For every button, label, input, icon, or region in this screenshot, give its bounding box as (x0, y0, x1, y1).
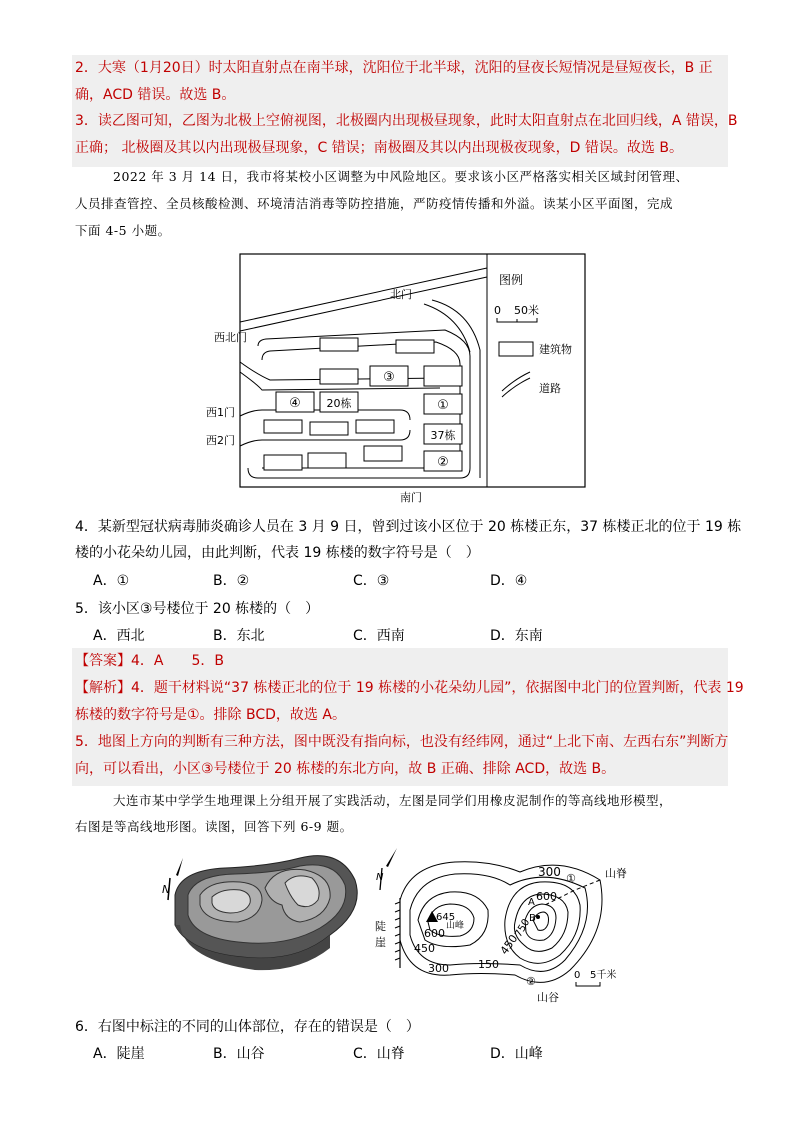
material-text: 2022 年 3 月 14 日，我市将某校小区调整为中风险地区。要求该小区严格落实相关区域封闭管理、 (113, 169, 689, 184)
valley-label: 山谷 (537, 991, 559, 1004)
material-text: 右图是等高线地形图。读图，回答下列 6-9 题。 (75, 819, 353, 834)
analysis-line: 向，可以看出，小区③号楼位于 20 栋楼的东北方向，故 B 正确、排除 ACD，故选 B。 (75, 761, 616, 777)
contour-label: 645 (436, 912, 456, 923)
point-2-label: ② (526, 975, 536, 988)
contour-topographic-map (368, 845, 638, 1005)
legend-building: 建筑物 (539, 343, 572, 356)
question-4-line: 楼的小花朵幼儿园，由此判断，代表 19 栋楼的数字符号是（ ） (75, 545, 480, 561)
analysis-line: 3．读乙图可知，乙图为北极上空俯视图，北极圈内出现极昼现象，此时太阳直射点在北回归线，A 错误，B (75, 113, 738, 129)
legend-road: 道路 (539, 382, 561, 395)
point-b-label: B (529, 913, 536, 924)
point-a-label: A (528, 897, 535, 908)
contour-label: 600 (424, 927, 445, 940)
cliff-label-2: 崖 (375, 936, 386, 949)
contour-label: 300 (538, 865, 561, 879)
q6-option-a[interactable]: A．陡崖 (93, 1046, 145, 1062)
contour-label: 300 (428, 962, 449, 975)
point-1-label: ① (566, 872, 576, 885)
question-6-stem: 6．右图中标注的不同的山体部位，存在的错误是（ ） (75, 1019, 420, 1035)
ridge-label: 山脊 (605, 867, 627, 880)
building-4-label: ④ (289, 396, 301, 411)
contour-label: 600 (536, 890, 557, 903)
q6-option-c[interactable]: C．山脊 (353, 1046, 405, 1062)
contour-label: 750 (513, 917, 533, 940)
legend-title: 图例 (499, 273, 524, 287)
building-3-label: ③ (383, 370, 395, 385)
q5-option-a[interactable]: A．西北 (93, 628, 145, 644)
material-text: 人员排查管控、全员核酸检测、环境清洁消毒等防控措施，严防疫情传播和外溢。读某小区平面图，完成 (75, 196, 674, 211)
west-gate-1-label: 西1门 (206, 406, 235, 419)
contour-label: 150 (478, 958, 499, 971)
contour-label: 450 (497, 932, 521, 957)
northwest-gate-label: 西北门 (214, 331, 247, 344)
analysis-line: 栋楼的数字符号是①。排除 BCD，故选 A。 (75, 707, 346, 723)
west-gate-2-label: 西2门 (206, 434, 235, 447)
building-2-label: ② (437, 455, 449, 470)
q4-option-d[interactable]: D．④ (490, 573, 528, 589)
q5-option-c[interactable]: C．西南 (353, 628, 405, 644)
building-37-label: 37栋 (430, 429, 456, 442)
clay-contour-model (148, 850, 368, 1000)
analysis-line: 确，ACD 错误。故选 B。 (75, 87, 236, 103)
scale-label: 5千米 (590, 970, 617, 981)
north-arrow-left-label: N (162, 883, 171, 896)
building-1-label: ① (437, 398, 449, 413)
question-4-line: 4．某新型冠状病毒肺炎确诊人员在 3 月 9 日，曾到过该小区位于 20 栋楼正东，37 栋楼正北的位于 19 栋 (75, 519, 742, 535)
q6-option-b[interactable]: B．山谷 (213, 1046, 265, 1062)
north-arrow-right-label: N (376, 872, 384, 883)
analysis-line: 5．地图上方向的判断有三种方法，图中既没有指向标，也没有经纬网，通过“上北下南、左西右东”判断方 (75, 734, 729, 750)
scale-zero: 0 (494, 304, 501, 317)
scale-label: 50米 (514, 304, 539, 317)
q5-option-b[interactable]: B．东北 (213, 628, 265, 644)
peak-label: 山峰 (446, 921, 465, 931)
community-plan-map (200, 250, 600, 510)
analysis-line: 2．大寒（1月20日）时太阳直射点在南半球，沈阳位于北半球，沈阳的昼夜长短情况是昼短夜长，B 正 (75, 60, 713, 76)
scale-zero: 0 (574, 970, 581, 981)
building-20-label: 20栋 (326, 397, 352, 410)
answer-line: 【答案】4．A 5．B (75, 653, 224, 669)
q4-option-b[interactable]: B．② (213, 573, 250, 589)
material-text: 大连市某中学学生地理课上分组开展了实践活动，左图是同学们用橡皮泥制作的等高线地形模型， (113, 793, 673, 808)
q6-option-d[interactable]: D．山峰 (490, 1046, 543, 1062)
analysis-line: 【解析】4．题干材料说“37 栋楼正北的位于 19 栋楼的小花朵幼儿园”，依据图中北门的位置判断，代表 19 (75, 680, 744, 696)
contour-label: 450 (414, 942, 435, 955)
material-text: 下面 4-5 小题。 (75, 223, 171, 238)
analysis-line: 正确； 北极圈及其以内出现极昼现象，C 错误；南极圈及其以内出现极夜现象，D 错误。故选 B。 (75, 140, 683, 156)
q5-option-d[interactable]: D．东南 (490, 628, 543, 644)
north-gate-label: 北门 (390, 288, 412, 301)
q4-option-c[interactable]: C．③ (353, 573, 390, 589)
question-5-stem: 5．该小区③号楼位于 20 栋楼的（ ） (75, 601, 320, 617)
south-gate-label: 南门 (400, 491, 422, 504)
cliff-label-1: 陡 (375, 920, 386, 933)
q4-option-a[interactable]: A．① (93, 573, 130, 589)
